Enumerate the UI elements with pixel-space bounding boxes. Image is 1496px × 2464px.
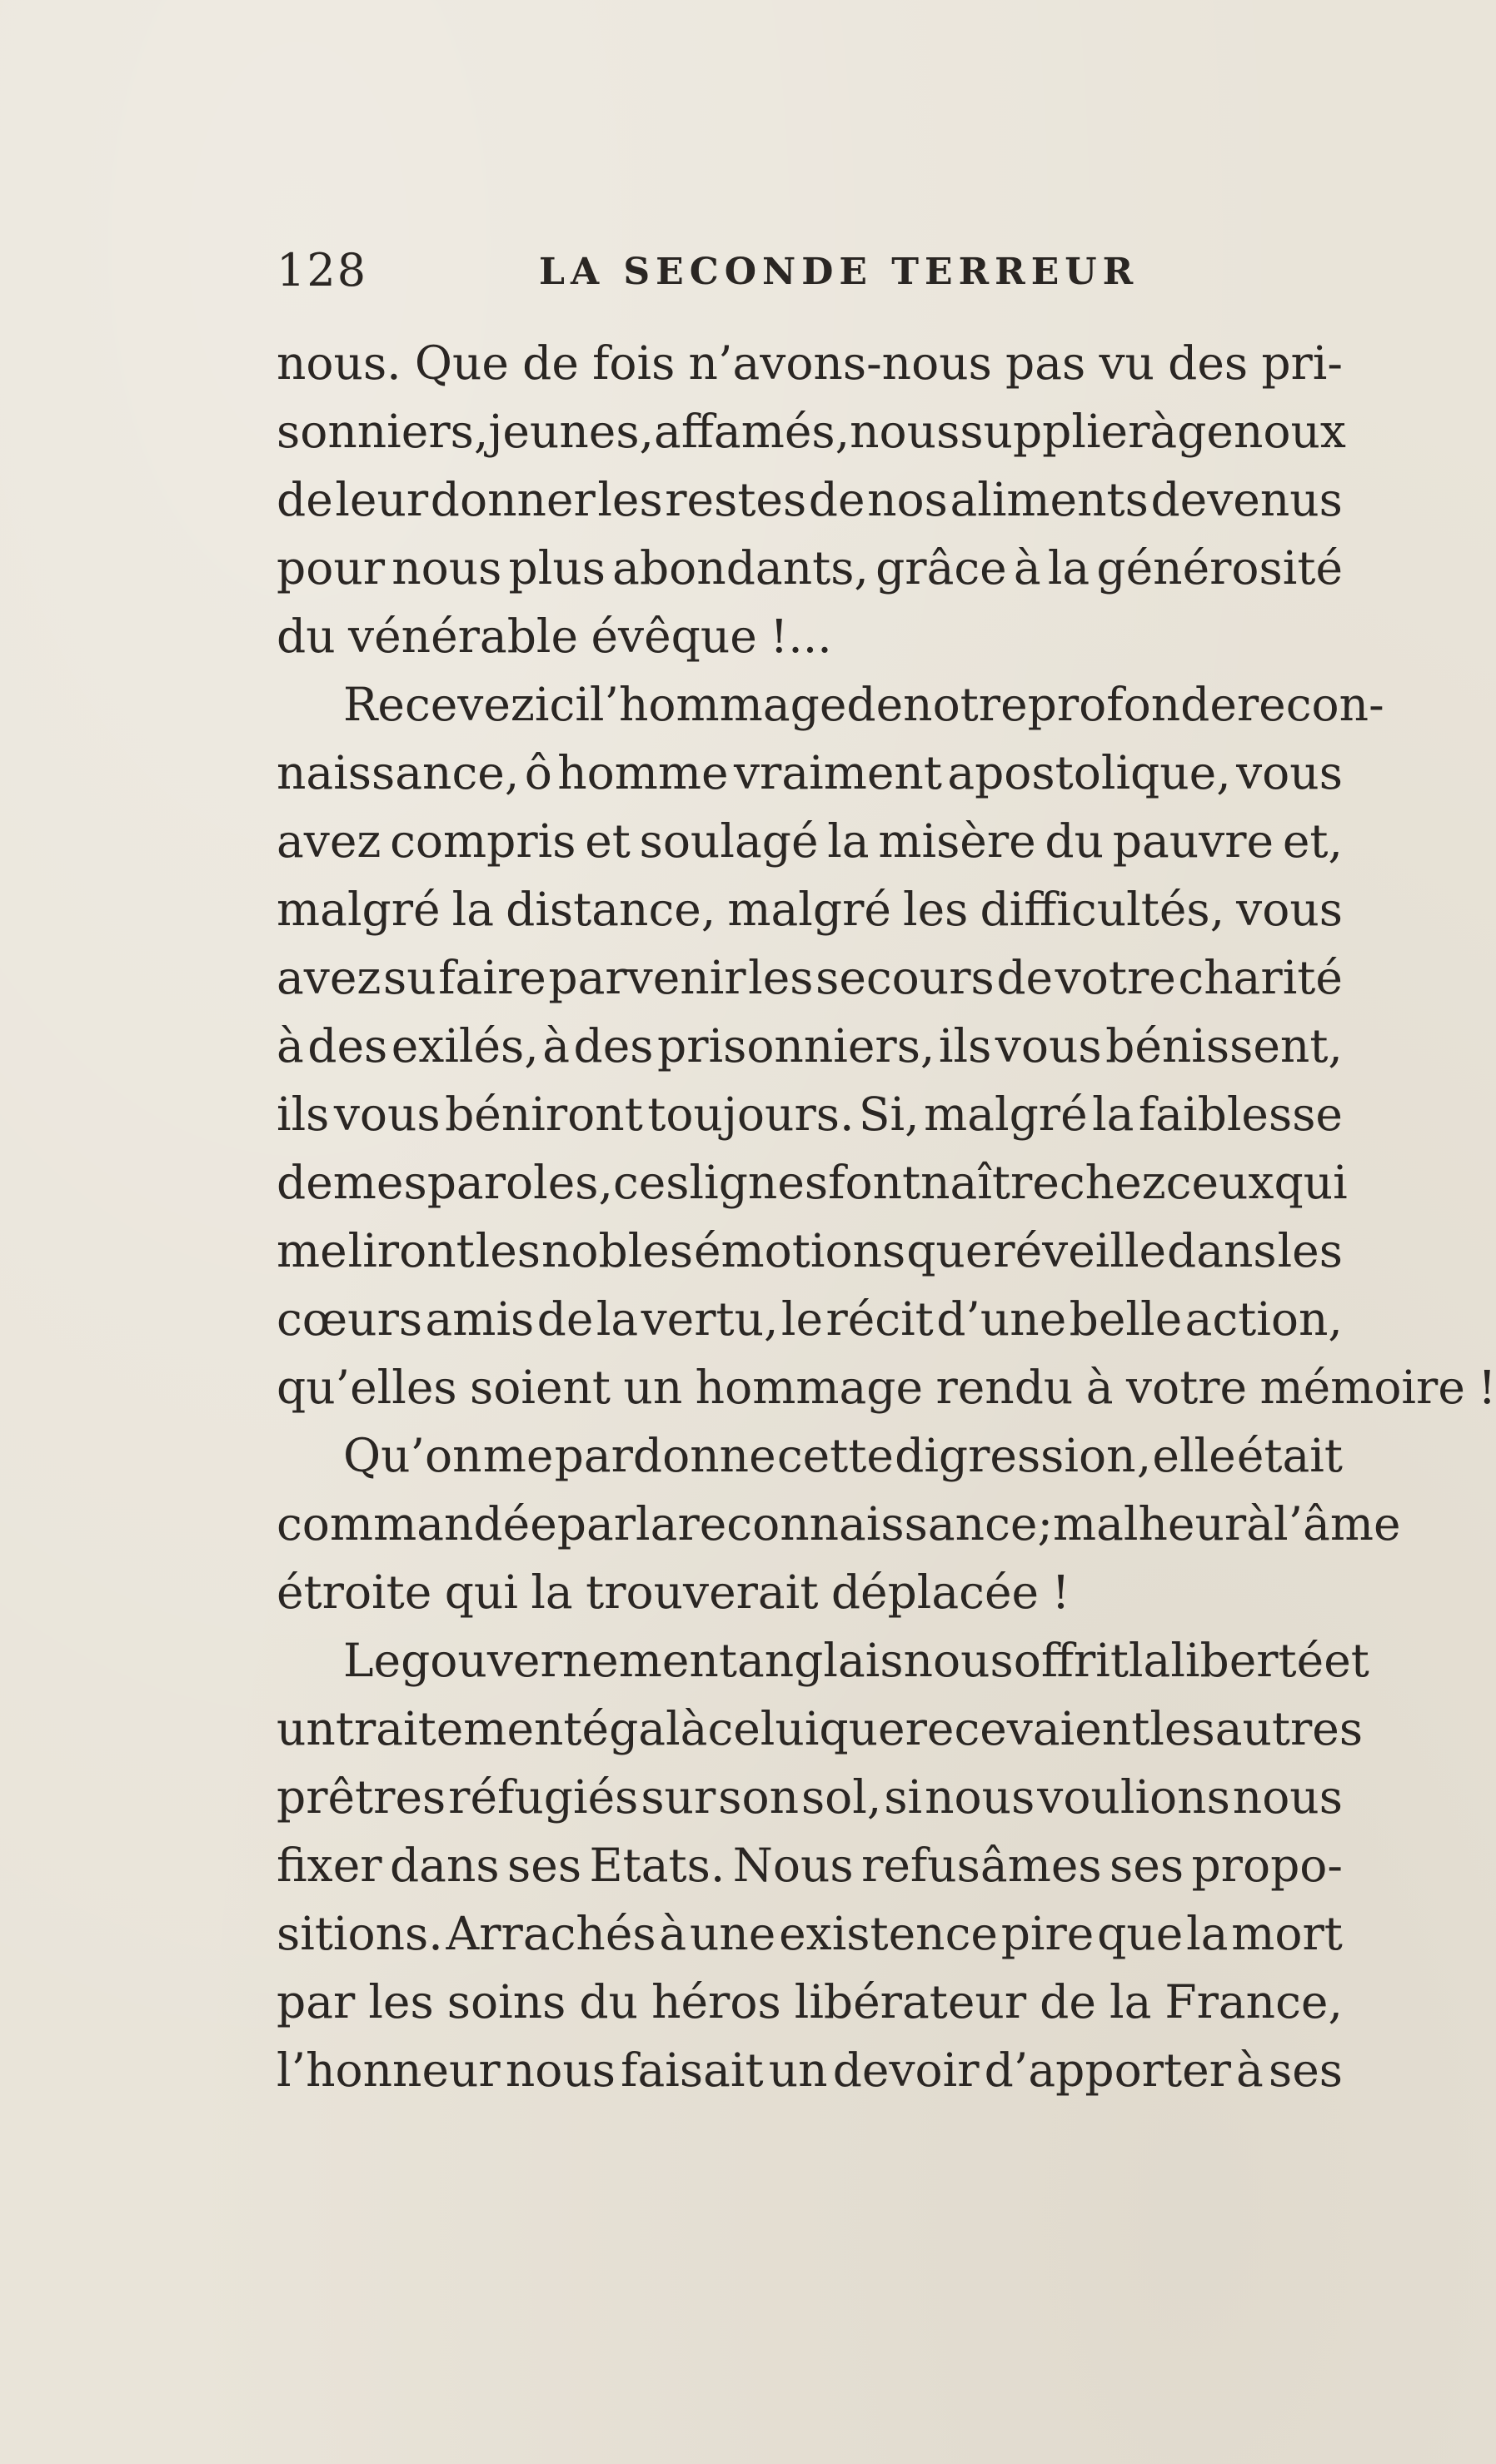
text-line: malgré la distance, malgré les difficultés, vous — [277, 883, 1343, 936]
text-line: me liront les nobles émotions que réveille dans les — [277, 1224, 1343, 1277]
text-line: nous. Que de fois n’avons-nous pas vu des pri- — [277, 336, 1343, 390]
text-line: naissance, ô homme vraiment apostolique, vous — [277, 746, 1343, 799]
text-line: un traitement égal à celui que recevaient les autres — [277, 1702, 1364, 1755]
running-title: LA SECONDE TERREUR — [539, 251, 1139, 293]
text-line: Qu’on me pardonne cette digression , elle était — [343, 1429, 1343, 1482]
text-line: ils vous béniront toujours. Si, malgré la faiblesse — [277, 1088, 1343, 1141]
text-line: fixer dans ses Etats. Nous refusâmes ses propo- — [277, 1839, 1343, 1892]
text-line: avez su faire parvenir les secours de votre charité — [277, 951, 1343, 1004]
page-header — [277, 241, 1343, 300]
text-line: du vénérable évêque !... — [277, 610, 832, 663]
text-line: prêtres réfugiés sur son sol, si nous voulions nous — [277, 1770, 1343, 1824]
text-line: étroite qui la trouverait déplacée ! — [277, 1566, 1070, 1619]
text-line: par les soins du héros libérateur de la France, — [277, 1975, 1343, 2028]
text-line: de mes paroles, ces lignes font naître chez ceux qui — [277, 1156, 1348, 1209]
text-line: sitions. Arrachés à une existence pire que la mort — [277, 1907, 1343, 1960]
body-text — [277, 329, 1496, 2104]
text-line: sonniers, jeunes, affamés, nous supplier à genoux — [277, 405, 1346, 458]
text-line: commandée par la reconnaissance ; malheur à l’âme — [277, 1497, 1401, 1551]
text-line: pour nous plus abondants, grâce à la générosité — [277, 541, 1343, 595]
page-number: 128 — [277, 244, 368, 296]
text-line: avez compris et soulagé la misère du pauvre et, — [277, 814, 1343, 868]
text-line: l’honneur nous faisait un devoir d’apporter à ses — [277, 2043, 1343, 2097]
text-line: à des exilés, à des prisonniers, ils vous bénissent, — [277, 1019, 1343, 1073]
text-line: Le gouvernement anglais nous offrit la liberté et — [343, 1634, 1369, 1687]
text-line: qu’elles soient un hommage rendu à votre mémoire ! — [277, 1361, 1496, 1414]
text-line: Recevez ici l’hommage de notre profonde recon- — [343, 678, 1384, 731]
text-line: cœurs amis de la vertu, le récit d’une belle action, — [277, 1292, 1343, 1346]
text-line: de leur donner les restes de nos aliments devenus — [277, 473, 1343, 526]
